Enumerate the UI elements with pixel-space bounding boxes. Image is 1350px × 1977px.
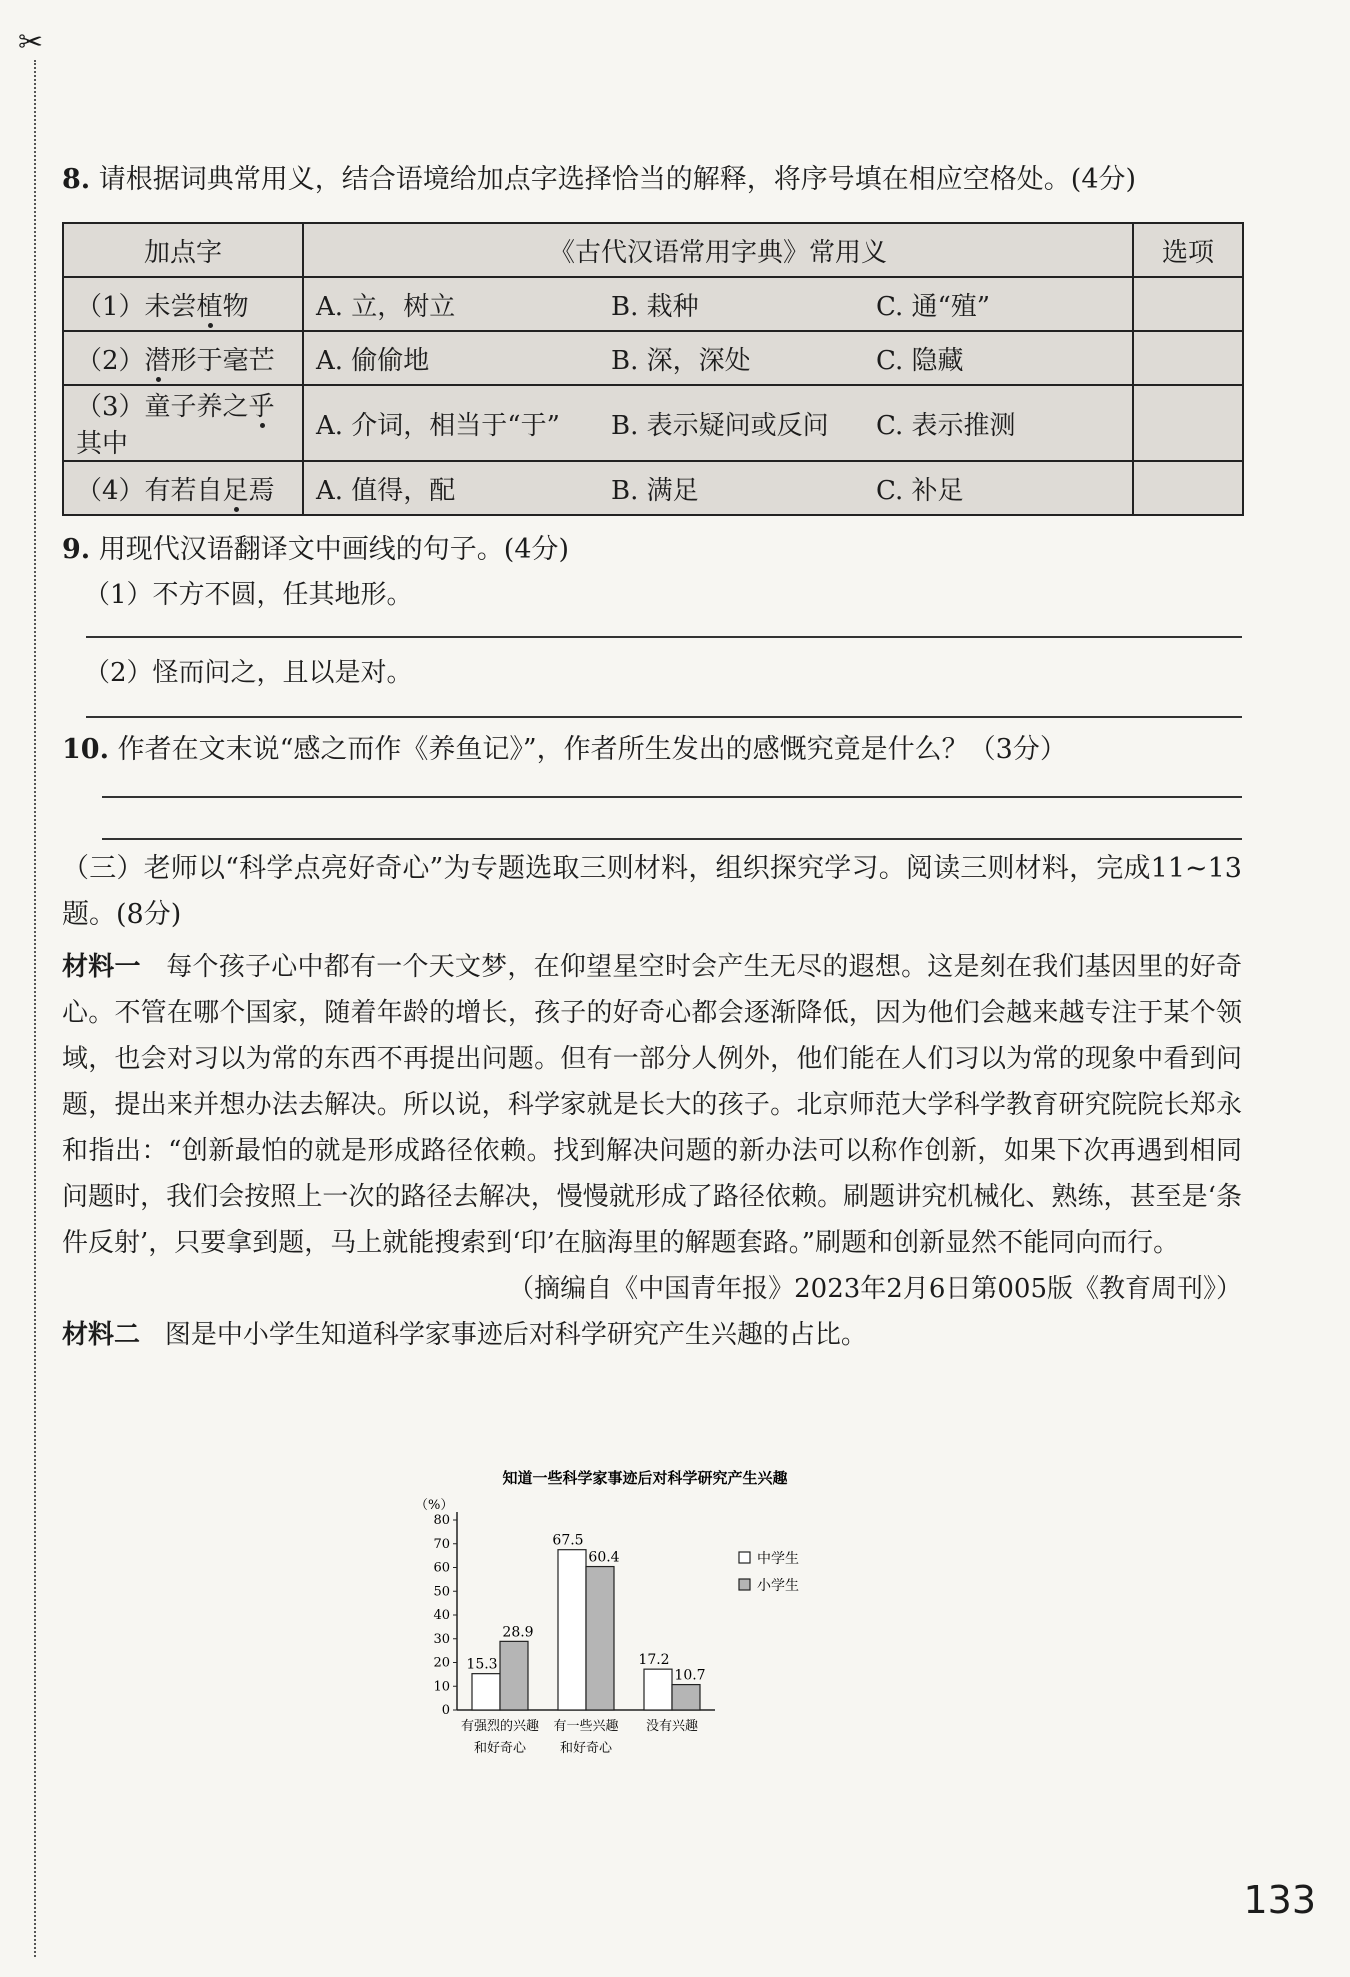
material-1-source: （摘编自《中国青年报》2023年2月6日第005版《教育周刊》） <box>508 1274 1242 1304</box>
question-text: 作者在文末说“感之而作《养鱼记》”，作者所生发出的感慨究竟是什么？（3分） <box>117 734 1067 765</box>
x-tick-label: 和好奇心 <box>559 1741 613 1756</box>
answer-line[interactable] <box>86 614 1242 638</box>
scissors-icon: ✂ <box>18 25 44 60</box>
option-c: C. 通“殖” <box>876 291 991 322</box>
x-tick-label: 和好奇心 <box>473 1741 527 1756</box>
material-text: 每个孩子心中都有一个天文梦，在仰望星空时会产生无尽的遐想。这是刻在我们基因里的好奇心。不管在哪个国家，随着年龄的增长，孩子的好奇心都会逐渐降低，因为他们会越来越专注于某个领域，也会对习以为常的东西不再提出问题。但有一部分人例外，他们能在人们习以为常的现象中看到问题，提出来并想办法去解决。所以说，科学家就是长大的孩子。北京师范大学科学教育研究院院长郑永和指出：“创新最怕的就是形成路径依赖。找到解决问题的新办法可以称作创新，如果下次再遇到相同问题时，我们会按照上一次的路径去解决，慢慢就形成了路径依赖。刷题讲究机械化、熟练，甚至是‘条件反射’，只要拿到题，马上就能搜索到‘印’在脑海里的解题套路。”刷题和创新显然不能同向而行。 <box>62 952 1242 1258</box>
phrase-cell: （2）潜形于毫芒 <box>63 331 303 385</box>
phrase-cell: （1）未尝植物 <box>63 277 303 331</box>
option-b: B. 满足 <box>611 475 699 506</box>
material-text: 图是中小学生知道科学家事迹后对科学研究产生兴趣的占比。 <box>164 1320 867 1350</box>
answer-cell[interactable] <box>1133 331 1243 385</box>
y-tick-label: 30 <box>433 1631 450 1647</box>
y-tick-label: 40 <box>433 1608 450 1623</box>
q9-item-1: （1）不方不圆，任其地形。 <box>84 580 413 610</box>
chart-title: 知道一些科学家事迹后对科学研究产生兴趣 <box>502 1469 788 1487</box>
table-header-row <box>63 223 1243 277</box>
option-b: B. 表示疑问或反问 <box>611 410 829 441</box>
material-2 <box>62 1312 1242 1358</box>
legend-label: 中学生 <box>757 1551 799 1567</box>
data-label: 60.4 <box>588 1549 620 1566</box>
dotted-character: 潜 <box>144 345 171 376</box>
page-number: 133 <box>1243 1878 1316 1922</box>
material-label: 材料二 <box>62 1320 141 1350</box>
legend-swatch <box>739 1579 750 1590</box>
table-row <box>63 461 1243 515</box>
option-c: C. 表示推测 <box>876 410 1016 441</box>
option-b: B. 深，深处 <box>611 345 751 376</box>
question-number: 8. <box>62 164 91 195</box>
bar-primary-school <box>586 1567 614 1710</box>
option-c: C. 隐藏 <box>876 345 964 376</box>
legend-label: 小学生 <box>757 1578 799 1594</box>
header-option: 选项 <box>1133 223 1243 277</box>
table-row <box>63 277 1243 331</box>
answer-line[interactable] <box>102 798 1242 840</box>
y-tick-label: 50 <box>433 1584 450 1600</box>
question-text: 用现代汉语翻译文中画线的句子。(4分) <box>98 534 570 565</box>
x-tick-label: 有一些兴趣 <box>553 1719 619 1734</box>
y-tick-label: 60 <box>433 1560 450 1576</box>
chart-svg <box>405 1465 885 1765</box>
data-label: 67.5 <box>552 1532 584 1549</box>
question-8 <box>62 160 1242 200</box>
dotted-character: 植 <box>196 291 223 322</box>
section-3-intro: （三）老师以“科学点亮好奇心”为专题选取三则材料，组织探究学习。阅读三则材料，完成11~13题。(8分) <box>62 853 1242 930</box>
y-axis-unit: （%） <box>415 1498 454 1513</box>
y-tick-label: 70 <box>433 1536 450 1552</box>
meaning-cell <box>303 385 1133 461</box>
header-meaning: 《古代汉语常用字典》常用义 <box>303 223 1133 277</box>
meaning-cell <box>303 331 1133 385</box>
data-label: 17.2 <box>638 1652 670 1669</box>
material-1 <box>62 944 1242 1266</box>
y-tick-label: 80 <box>433 1513 450 1528</box>
meaning-cell <box>303 461 1133 515</box>
table-row <box>63 331 1243 385</box>
question-number: 10. <box>62 734 109 765</box>
data-label: 10.7 <box>674 1667 706 1684</box>
answer-cell[interactable] <box>1133 385 1243 461</box>
bar-middle-school <box>558 1550 586 1710</box>
bar-middle-school <box>644 1669 672 1710</box>
legend-swatch <box>739 1552 750 1563</box>
question-number: 9. <box>62 534 91 565</box>
option-a: A. 介词，相当于“于” <box>316 410 560 441</box>
dotted-character: 乎 <box>248 392 275 422</box>
x-tick-label: 有强烈的兴趣 <box>460 1719 540 1734</box>
answer-cell[interactable] <box>1133 461 1243 515</box>
question-text: 请根据词典常用义，结合语境给加点字选择恰当的解释，将序号填在相应空格处。(4分) <box>98 164 1137 195</box>
dictionary-table <box>62 222 1244 516</box>
bar-primary-school <box>672 1685 700 1710</box>
question-10 <box>62 730 1242 770</box>
x-tick-label: 没有兴趣 <box>645 1719 699 1734</box>
q9-item-2: （2）怪而问之，且以是对。 <box>84 658 413 688</box>
y-tick-label: 0 <box>441 1703 450 1718</box>
answer-line[interactable] <box>86 692 1242 718</box>
phrase-cell: （3）童子养之乎其中 <box>63 385 303 461</box>
y-tick-label: 10 <box>433 1679 450 1695</box>
phrase-cell: （4）有若自足焉 <box>63 461 303 515</box>
page-content <box>62 160 1242 1358</box>
interest-bar-chart <box>405 1465 885 1765</box>
material-label: 材料一 <box>62 952 141 982</box>
bar-middle-school <box>472 1674 500 1710</box>
header-dotted-char: 加点字 <box>63 223 303 277</box>
option-a: A. 值得，配 <box>316 475 456 506</box>
answer-cell[interactable] <box>1133 277 1243 331</box>
question-9 <box>62 530 1242 570</box>
data-label: 15.3 <box>466 1656 498 1673</box>
cut-line <box>34 60 36 1957</box>
option-a: A. 偷偷地 <box>316 345 430 376</box>
dotted-character: 足 <box>222 475 249 506</box>
data-label: 28.9 <box>502 1624 534 1641</box>
option-a: A. 立，树立 <box>316 291 456 322</box>
y-tick-label: 20 <box>433 1655 450 1671</box>
bar-primary-school <box>500 1641 528 1710</box>
meaning-cell <box>303 277 1133 331</box>
option-b: B. 栽种 <box>611 291 699 322</box>
table-row <box>63 385 1243 461</box>
option-c: C. 补足 <box>876 475 964 506</box>
answer-line[interactable] <box>102 770 1242 798</box>
